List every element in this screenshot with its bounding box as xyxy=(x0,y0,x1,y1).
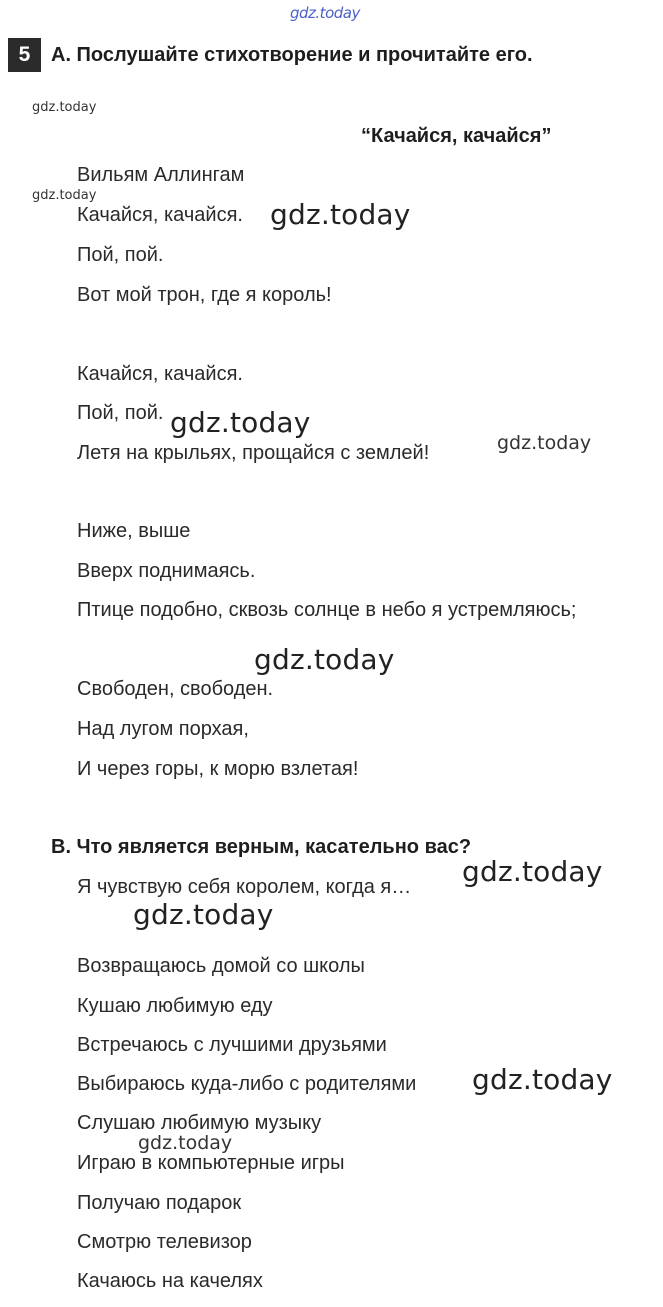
option-item: Смотрю телевизор xyxy=(77,1231,252,1253)
watermark-large: gdz.today xyxy=(270,198,411,231)
poem-line: Качайся, качайся. xyxy=(77,363,243,385)
poem-line: Вот мой трон, где я король! xyxy=(77,284,332,306)
option-item: Слушаю любимую музыку xyxy=(77,1112,322,1134)
part-b-heading: B. Что является верным, касательно вас? xyxy=(51,836,472,858)
poem-line: Птице подобно, сквозь солнце в небо я устремляюсь; xyxy=(77,599,577,621)
watermark-large: gdz.today xyxy=(472,1063,613,1096)
option-item: Возвращаюсь домой со школы xyxy=(77,955,365,977)
watermark-large: gdz.today xyxy=(254,643,395,676)
option-item: Играю в компьютерные игры xyxy=(77,1152,345,1174)
poem-line: Вверх поднимаясь. xyxy=(77,560,256,582)
option-item: Кушаю любимую еду xyxy=(77,995,273,1017)
poem-line: Над лугом порхая, xyxy=(77,718,249,740)
poem-line: Пой, пой. xyxy=(77,402,164,424)
watermark-large: gdz.today xyxy=(133,898,274,931)
exercise-number-badge: 5 xyxy=(8,38,41,72)
option-item: Качаюсь на качелях xyxy=(77,1270,263,1292)
watermark-top: gdz.today xyxy=(290,4,360,22)
option-item: Выбираюсь куда-либо с родителями xyxy=(77,1073,417,1095)
part-a-heading: A. Послушайте стихотворение и прочитайте его. xyxy=(51,44,533,66)
option-item: Встречаюсь с лучшими друзьями xyxy=(77,1034,387,1056)
option-item: Получаю подарок xyxy=(77,1192,242,1214)
watermark-medium: gdz.today xyxy=(497,432,592,454)
poem-line: Летя на крыльях, прощайся с землей! xyxy=(77,442,430,464)
poem-line: Качайся, качайся. xyxy=(77,204,243,226)
watermark-small: gdz.today xyxy=(32,100,97,115)
poem-line: Свободен, свободен. xyxy=(77,678,274,700)
watermark-medium: gdz.today xyxy=(138,1132,233,1154)
part-b-prompt: Я чувствую себя королем, когда я… xyxy=(77,876,412,898)
poem-line: Пой, пой. xyxy=(77,244,164,266)
poem-line: Ниже, выше xyxy=(77,520,191,542)
watermark-large: gdz.today xyxy=(170,406,311,439)
watermark-small: gdz.today xyxy=(32,188,97,203)
poem-line: И через горы, к морю взлетая! xyxy=(77,758,359,780)
watermark-large: gdz.today xyxy=(462,855,603,888)
poem-title: “Качайся, качайся” xyxy=(361,125,552,147)
poem-author: Вильям Аллингам xyxy=(77,164,245,186)
